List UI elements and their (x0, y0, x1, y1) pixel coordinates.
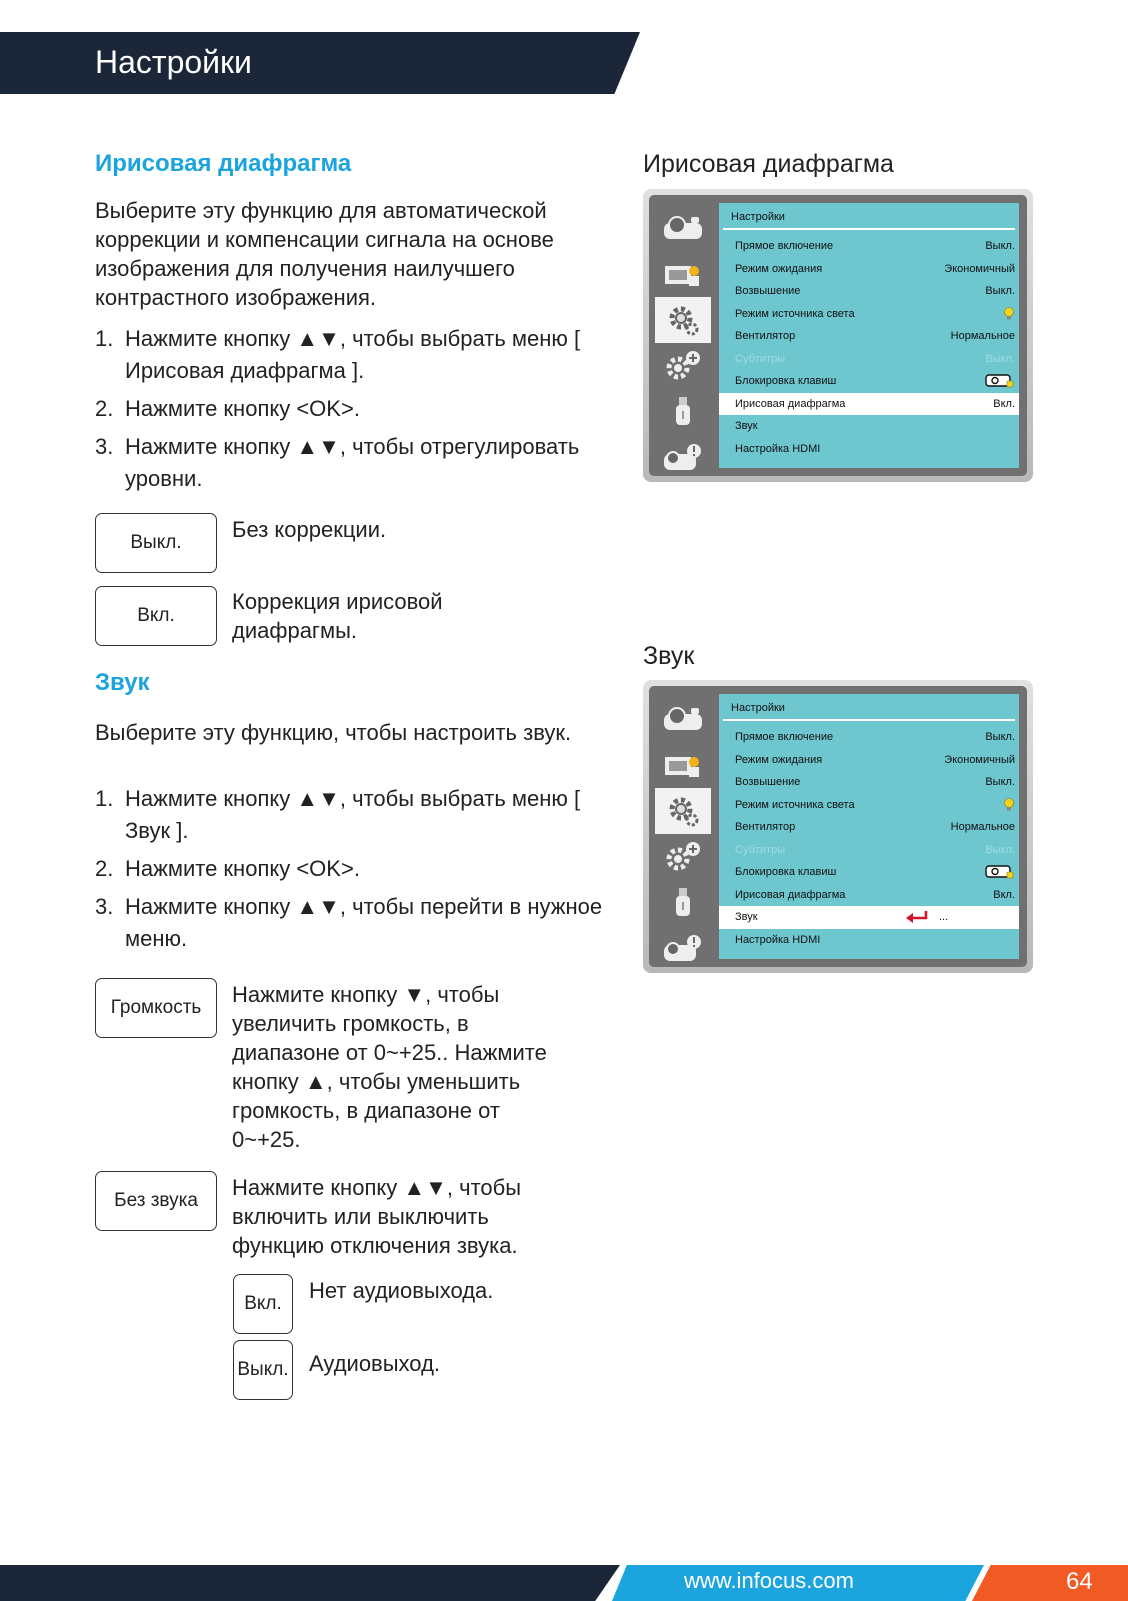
camera-icon (655, 205, 711, 251)
sound-figure-title: Звук (643, 642, 695, 670)
osd-frame (649, 686, 1027, 967)
gear-plus-icon (655, 834, 711, 880)
osd-item-standby-mode[interactable]: Режим ожидания Экономичный (735, 753, 1015, 766)
osd-item-sound[interactable]: Звук ... (719, 906, 1019, 929)
osd-item-iris[interactable]: Ирисовая диафрагма Вкл. (719, 393, 1019, 416)
light-bulb-icon (1003, 307, 1015, 321)
osd-sidebar (655, 696, 711, 972)
mute-option-off: Выкл. (233, 1340, 293, 1400)
sound-option-volume-desc: Нажмите кнопку ▼, чтобы увеличить громкость, в диапазоне от 0~+25.. Нажмите кнопку ▲, чтобы уменьшить громкость, в диапазоне от 0~+25. (232, 982, 547, 1152)
osd-item-direct-on[interactable]: Прямое включение Выкл. (735, 240, 1015, 253)
osd-item-hdmi-setup[interactable]: Настройка HDMI (735, 442, 821, 455)
osd-item-subtitles: Субтитры Выкл. (735, 843, 1015, 856)
mute-option-on: Вкл. (233, 1274, 293, 1334)
osd-item-altitude[interactable]: Возвышение Выкл. (735, 776, 1015, 789)
osd-item-light-source-mode[interactable]: Режим источника света (719, 794, 1019, 817)
osd-menu-title: Настройки (731, 211, 785, 223)
projector-lock-icon (985, 864, 1015, 880)
sound-option-mute: Без звука (95, 1171, 217, 1231)
iris-step-2: 2. Нажмите кнопку <OK>. (95, 396, 360, 421)
projector-lock-icon (985, 373, 1015, 389)
osd-item-key-lock[interactable]: Блокировка клавиш (719, 861, 1019, 884)
osd-item-fan[interactable]: Вентилятор Нормальное (735, 821, 1015, 834)
iris-step-3: 3. Нажмите кнопку ▲▼, чтобы отрегулировать уровни. (95, 434, 580, 491)
mute-option-on-desc: Нет аудиовыхода. (309, 1278, 494, 1303)
osd-item-direct-on[interactable]: Прямое включение Выкл. (735, 731, 1015, 744)
osd-menu-panel (719, 694, 1019, 959)
osd-item-iris[interactable]: Ирисовая диафрагма Вкл. (735, 888, 1015, 901)
screen-brightness-icon (655, 251, 711, 297)
iris-steps (95, 323, 605, 501)
iris-option-on: Вкл. (95, 586, 217, 646)
footer-url[interactable]: www.infocus.com (684, 1568, 854, 1593)
iris-option-off: Выкл. (95, 513, 217, 573)
footer-band-right (972, 1565, 1128, 1601)
sound-option-volume: Громкость (95, 978, 217, 1038)
osd-sound-screenshot (643, 680, 1033, 973)
osd-item-altitude[interactable]: Возвышение Выкл. (735, 285, 1015, 298)
osd-divider (723, 719, 1015, 721)
sound-steps (95, 783, 605, 961)
iris-figure-title: Ирисовая диафрагма (643, 150, 894, 178)
osd-menu-list (719, 726, 1019, 951)
settings-gear-icon (655, 788, 711, 834)
osd-menu-title: Настройки (731, 702, 785, 714)
sound-option-mute-desc: Нажмите кнопку ▲▼, чтобы включить или выключить функцию отключения звука. (232, 1175, 522, 1258)
osd-frame (649, 195, 1027, 476)
osd-sound-value: ... (939, 911, 949, 924)
iris-step-1: 1. Нажмите кнопку ▲▼, чтобы выбрать меню [ Ирисовая диафрагма ]. (95, 326, 581, 383)
iris-description: Выберите эту функцию для автоматической коррекции и компенсации сигнала на основе изображения для получения наилучшего контрастного изображения. (95, 198, 554, 310)
camera-icon (655, 696, 711, 742)
gear-plus-icon (655, 343, 711, 389)
sound-step-3: 3. Нажмите кнопку ▲▼, чтобы перейти в нужное меню. (95, 894, 603, 951)
osd-menu-list (719, 235, 1019, 460)
usb-icon (655, 880, 711, 926)
sound-section-title: Звук (95, 669, 150, 696)
page-number: 64 (1066, 1568, 1093, 1595)
osd-iris-screenshot (643, 189, 1033, 482)
osd-item-subtitles: Субтитры Выкл. (735, 352, 1015, 365)
info-icon (655, 435, 711, 481)
screen-brightness-icon (655, 742, 711, 788)
sound-description: Выберите эту функцию, чтобы настроить звук. (95, 720, 572, 745)
light-bulb-icon (1003, 798, 1015, 812)
iris-option-on-desc: Коррекция ирисовой диафрагмы. (232, 589, 443, 643)
page-title: Настройки (95, 44, 252, 80)
iris-section-title: Ирисовая диафрагма (95, 150, 352, 177)
osd-divider (723, 228, 1015, 230)
osd-item-light-source-mode[interactable]: Режим источника света (719, 303, 1019, 326)
osd-menu-panel (719, 203, 1019, 468)
enter-arrow-icon (905, 910, 929, 924)
footer-band-left (0, 1565, 620, 1601)
osd-item-key-lock[interactable]: Блокировка клавиш (719, 370, 1019, 393)
sound-step-2: 2. Нажмите кнопку <OK>. (95, 856, 360, 881)
usb-icon (655, 389, 711, 435)
settings-gear-icon (655, 297, 711, 343)
osd-item-fan[interactable]: Вентилятор Нормальное (735, 330, 1015, 343)
sound-step-1: 1. Нажмите кнопку ▲▼, чтобы выбрать меню [ Звук ]. (95, 786, 581, 843)
osd-item-standby-mode[interactable]: Режим ожидания Экономичный (735, 262, 1015, 275)
osd-item-hdmi-setup[interactable]: Настройка HDMI (735, 933, 821, 946)
info-icon (655, 926, 711, 972)
osd-sidebar (655, 205, 711, 481)
osd-item-sound[interactable]: Звук (735, 420, 758, 433)
iris-option-off-desc: Без коррекции. (232, 517, 387, 542)
mute-option-off-desc: Аудиовыход. (309, 1351, 441, 1376)
